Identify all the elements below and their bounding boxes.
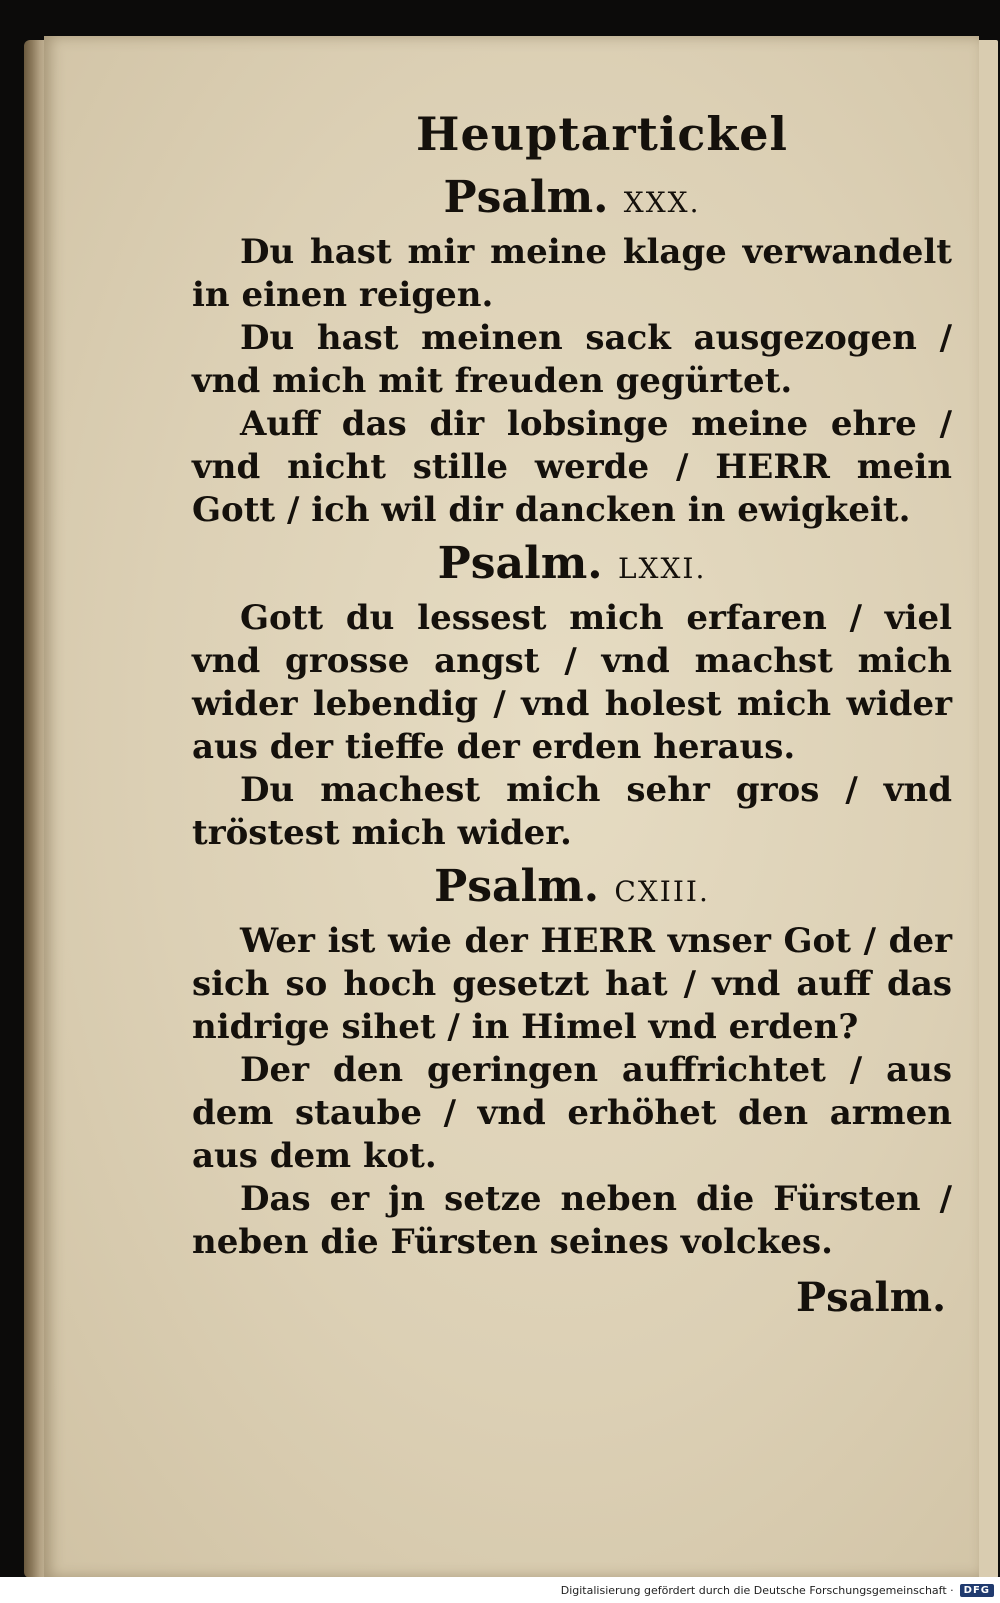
digitization-footer bbox=[0, 1577, 1000, 1603]
psalm-number: CXIII. bbox=[614, 875, 710, 908]
psalm-heading bbox=[192, 536, 952, 597]
psalm-title: Psalm. bbox=[437, 538, 603, 589]
verse: Wer ist wie der HERR vnser Got / der sich so hoch gesetzt hat / vnd auff das nidrige sihet / in Himel vnd erden? bbox=[192, 921, 952, 1047]
psalm-title: Psalm. bbox=[443, 172, 609, 223]
verse: Der den geringen auffrichtet / aus dem staube / vnd erhöhet den armen aus dem kot. bbox=[192, 1050, 952, 1176]
psalm-section-113 bbox=[192, 859, 952, 1264]
verse: Gott du lessest mich erfaren / viel vnd grosse angst / vnd machst mich wider lebendig / vnd holest mich wider aus der tieffe der erden heraus. bbox=[192, 598, 952, 767]
psalm-title: Psalm. bbox=[434, 861, 600, 912]
verse: Das er jn setze neben die Fürsten / neben die Fürsten seines volckes. bbox=[192, 1179, 952, 1262]
psalm-heading bbox=[192, 859, 952, 920]
psalm-heading bbox=[192, 170, 952, 231]
verse: Du machest mich sehr gros / vnd tröstest mich wider. bbox=[192, 770, 952, 853]
dfg-logo-icon: DFG bbox=[960, 1584, 994, 1597]
psalm-section-30 bbox=[192, 170, 952, 532]
psalm-number: LXXI. bbox=[617, 552, 707, 585]
running-head: Heuptartickel bbox=[416, 107, 788, 161]
psalm-section-71 bbox=[192, 536, 952, 855]
psalm-number: XXX. bbox=[623, 186, 701, 219]
catchword: Psalm. bbox=[796, 1274, 946, 1321]
page-content bbox=[192, 104, 952, 1324]
verse: Auff das dir lobsinge meine ehre / vnd nicht stille werde / HERR mein Gott / ich wil dir dancken in ewigkeit. bbox=[192, 404, 952, 530]
footer-credit: Digitalisierung gefördert durch die Deutsche Forschungsgemeinschaft · bbox=[560, 1583, 954, 1597]
verse: Du hast mir meine klage verwandelt in einen reigen. bbox=[192, 232, 952, 315]
verse: Du hast meinen sack ausgezogen / vnd mich mit freuden gegürtet. bbox=[192, 318, 952, 401]
